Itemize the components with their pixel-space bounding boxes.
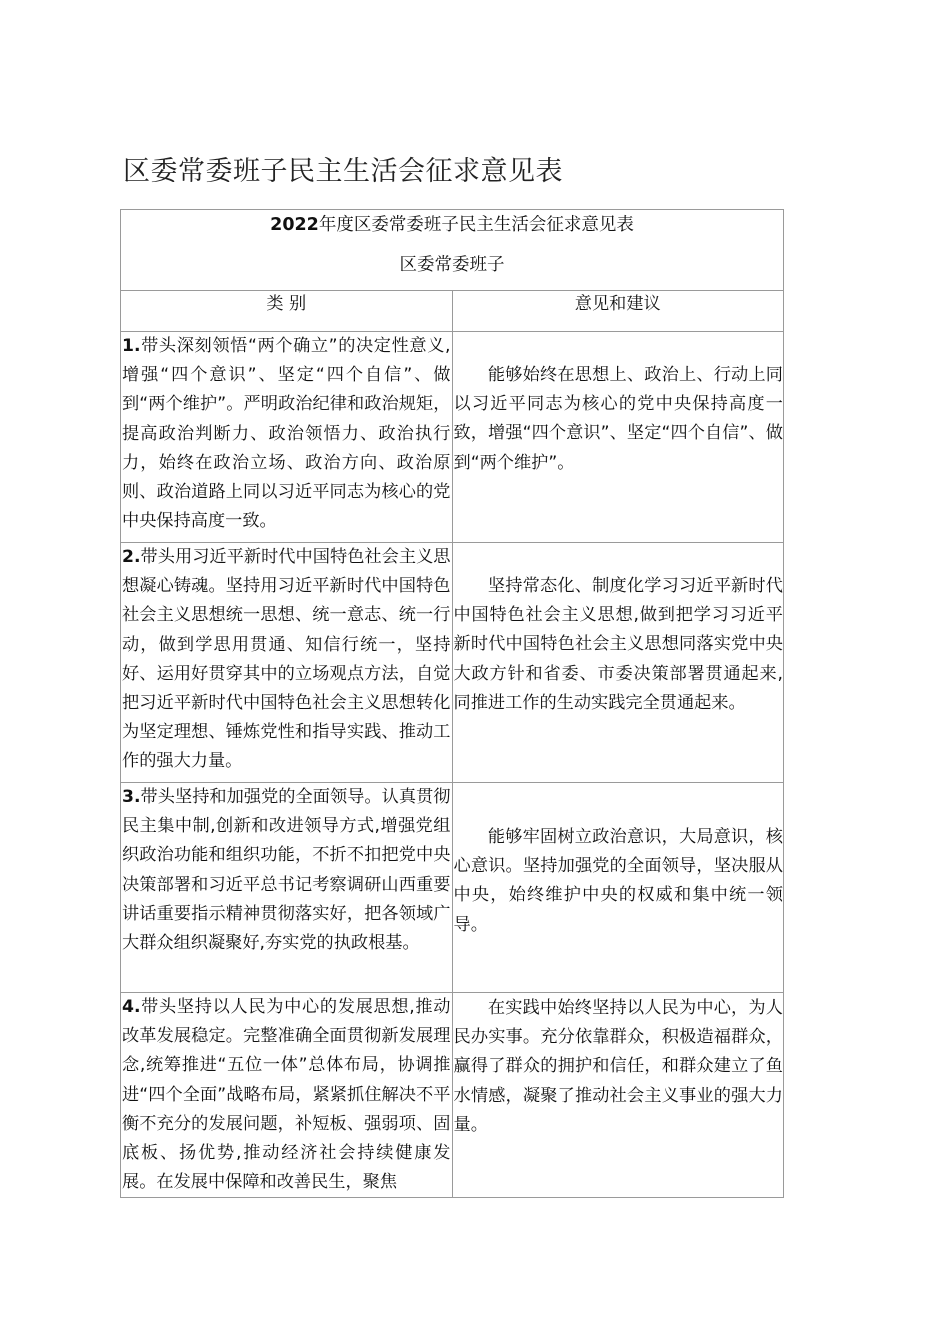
category-cell bbox=[121, 543, 453, 783]
table-heading-year: 2022 bbox=[270, 215, 319, 235]
column-header-category-label: 类 别 bbox=[266, 294, 307, 314]
table-heading-text: 年度区委常委班子民主生活会征求意见表 bbox=[318, 215, 634, 235]
table-row bbox=[121, 543, 784, 783]
table-row bbox=[121, 783, 784, 993]
opinion-cell bbox=[452, 543, 784, 783]
row-number: 1. bbox=[122, 336, 141, 356]
opinion-cell bbox=[452, 993, 784, 1198]
table-row bbox=[121, 332, 784, 543]
table-subheading: 区委常委班子 bbox=[399, 255, 505, 275]
category-text: 带头坚持和加强党的全面领导。认真贯彻民主集中制,创新和改进领导方式,增强党组织政治功能和组织功能，不折不扣把党中央决策部署和习近平总书记考察调研山西重要讲话重要指示精神贯彻落实好，把各领域广大群众组织凝聚好,夯实党的执政根基。 bbox=[122, 787, 451, 954]
column-header-row bbox=[121, 291, 784, 332]
row-number: 4. bbox=[122, 997, 141, 1017]
category-cell bbox=[121, 332, 453, 543]
category-text: 带头坚持以人民为中心的发展思想,推动改革发展稳定。完整准确全面贯彻新发展理念,统筹推进“五位一体”总体布局，协调推进“四个全面”战略布局，紧紧抓住解决不平衡不充分的发展问题，补短板、强弱项、固底板、扬优势,推动经济社会持续健康发展。在发展中保障和改善民生，聚焦 bbox=[122, 997, 451, 1193]
column-header-opinion-label: 意见和建议 bbox=[574, 294, 661, 314]
column-header-category bbox=[121, 291, 453, 332]
table-header-cell bbox=[121, 210, 784, 291]
category-cell bbox=[121, 993, 453, 1198]
document-title: 区委常委班子民主生活会征求意见表 bbox=[123, 156, 563, 187]
column-header-opinion bbox=[452, 291, 784, 332]
category-text: 带头深刻领悟“两个确立”的决定性意义,增强“四个意识”、坚定“四个自信”、做到“两个维护”。严明政治纪律和政治规矩，提高政治判断力、政治领悟力、政治执行力，始终在政治立场、政治方向、政治原则、政治道路上同以习近平同志为核心的党中央保持高度一致。 bbox=[122, 336, 451, 532]
row-number: 2. bbox=[122, 547, 141, 567]
opinion-cell bbox=[452, 332, 784, 543]
opinion-text: 坚持常态化、制度化学习习近平新时代中国特色社会主义思想,做到把学习习近平新时代中国特色社会主义思想同落实党中央大政方针和省委、市委决策部署贯通起来,同推进工作的生动实践完全贯通起来。 bbox=[453, 576, 783, 713]
opinion-text: 能够牢固树立政治意识，大局意识，核心意识。坚持加强党的全面领导，坚决服从中央，始终维护中央的权威和集中统一领导。 bbox=[453, 827, 783, 935]
table-heading bbox=[121, 211, 783, 239]
opinion-text: 能够始终在思想上、政治上、行动上同以习近平同志为核心的党中央保持高度一致，增强“四个意识”、坚定“四个自信”、做到“两个维护”。 bbox=[453, 365, 783, 473]
category-cell bbox=[121, 783, 453, 993]
opinion-text: 在实践中始终坚持以人民为中心，为人民办实事。充分依靠群众，积极造福群众，赢得了群众的拥护和信任，和群众建立了鱼水情感，凝聚了推动社会主义事业的强大力量。 bbox=[453, 998, 783, 1135]
table-row bbox=[121, 993, 784, 1198]
category-text: 带头用习近平新时代中国特色社会主义思想凝心铸魂。坚持用习近平新时代中国特色社会主义思想统一思想、统一意志、统一行动，做到学思用贯通、知信行统一，坚持好、运用好贯穿其中的立场观点方法，自觉把习近平新时代中国特色社会主义思想转化为坚定理想、锤炼党性和指导实践、推动工作的强大力量。 bbox=[122, 547, 451, 772]
table-header-row bbox=[121, 210, 784, 291]
row-number: 3. bbox=[122, 787, 141, 807]
opinion-cell bbox=[452, 783, 784, 993]
opinion-table bbox=[120, 209, 784, 1198]
